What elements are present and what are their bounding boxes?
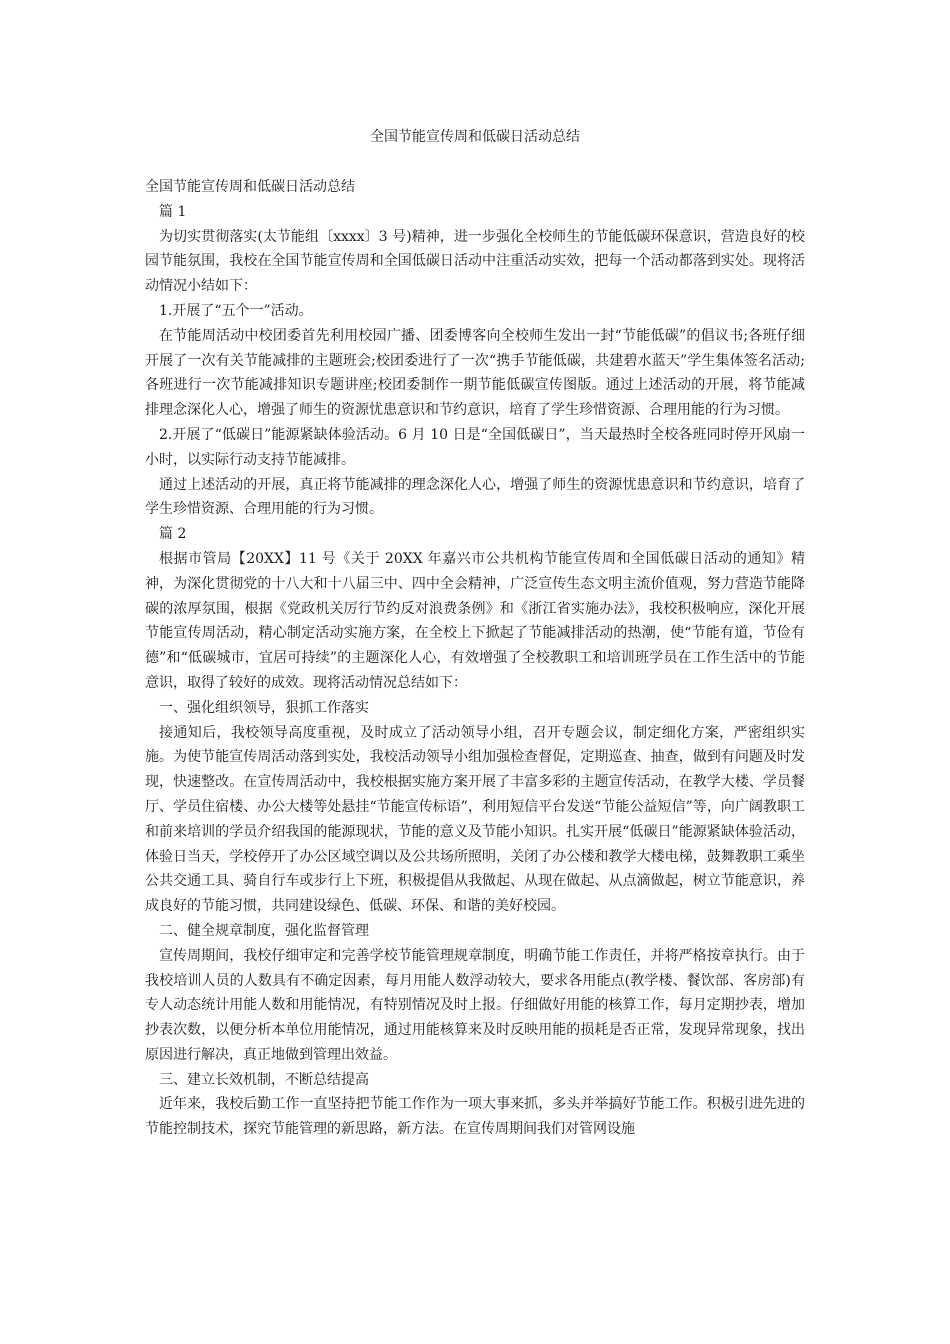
subheading: 二、健全规章制度，强化监督管理 — [159, 922, 369, 939]
paragraph: 2.开展了“低碳日”能源紧缺体验活动。6 月 10 日是“全国低碳日”，当天最热时全校各班同时停开风扇一小时，以实际行动支持节能减排。 — [145, 426, 805, 468]
subheading: 1.开展了“五个一”活动。 — [159, 302, 313, 319]
paragraph: 为切实贯彻落实(太节能组〔xxxx〕3 号)精神，进一步强化全校师生的节能低碳环保意识，营造良好的校园节能氛围，我校在全国节能宣传周和全国低碳日活动中注重活动实效，把每一个活动都落到实处。现将活动情况小结如下： — [145, 228, 805, 295]
document-body — [145, 175, 805, 1142]
paragraph: 宣传周期间，我校仔细审定和完善学校节能管理规章制度，明确节能工作责任，并将严格按章执行。由于我校培训人员的人数具有不确定因素，每月用能人数浮动较大，要求各用能点(教学楼、餐饮部、客房部)有专人动态统计用能人数和用能情况，有特别情况及时上报。仔细做好用能的核算工作，每月定期抄表，增加抄表次数，以便分析本单位用能情况，通过用能核算来及时反映用能的损耗是否正常，发现异常现象，找出原因进行解决，真正地做到管理出效益。 — [145, 947, 805, 1063]
paragraph: 接通知后，我校领导高度重视，及时成立了活动领导小组，召开专题会议，制定细化方案，严密组织实施。为使节能宣传周活动落到实处，我校活动领导小组加强检查督促，定期巡查、抽查，做到有问题及时发现，快速整改。在宣传周活动中，我校根据实施方案开展了丰富多彩的主题宣传活动，在教学大楼、学员餐厅、学员住宿楼、办公大楼等处悬挂“节能宣传标语”，利用短信平台发送“节能公益短信”等，向广阔教职工和前来培训的学员介绍我国的能源现状，节能的意义及节能小知识。扎实开展“低碳日”能源紧缺体验活动，体验日当天，学校停开了办公区域空调以及公共场所照明，关闭了办公楼和教学大楼电梯，鼓舞教职工乘坐公共交通工具、骑自行车或步行上下班，积极提倡从我做起、从现在做起、从点滴做起，树立节能意识，养成良好的节能习惯，共同建设绿色、低碳、环保、和谐的美好校园。 — [145, 724, 805, 915]
paragraph: 根据市管局【20XX】11 号《关于 20XX 年嘉兴市公共机构节能宣传周和全国低碳日活动的通知》精神，为深化贯彻党的十八大和十八届三中、四中全会精神，广泛宣传生态文明主流价值观，努力营造节能降碳的浓厚氛围，根据《党政机关厉行节约反对浪费条例》和《浙江省实施办法》，我校积极响应，深化开展节能宣传周活动，精心制定活动实施方案，在全校上下掀起了节能减排活动的热潮，使“节能有道，节俭有德”和“低碳城市，宜居可持续”的主题深化人心，有效增强了全校教职工和培训班学员在工作生活中的节能意识，取得了较好的成效。现将活动情况总结如下： — [145, 550, 805, 691]
subheading: 一、强化组织领导，狠抓工作落实 — [159, 699, 369, 716]
body-heading: 全国节能宣传周和低碳日活动总结 — [145, 179, 355, 195]
paragraph: 近年来，我校后勤工作一直坚持把节能工作作为一项大事来抓，多头并举搞好节能工作。积极引进先进的节能控制技术，探究节能管理的新思路，新方法。在宣传周期间我们对管网设施 — [145, 1096, 805, 1138]
paragraph: 通过上述活动的开展，真正将节能减排的理念深化人心，增强了师生的资源忧患意识和节约意识，培育了学生珍惜资源、合理用能的行为习惯。 — [145, 476, 805, 518]
subheading: 三、建立长效机制，不断总结提高 — [159, 1071, 369, 1088]
paragraph: 在节能周活动中校团委首先利用校园广播、团委博客向全校师生发出一封“节能低碳”的倡议书;各班仔细开展了一次有关节能减排的主题班会;校团委进行了一次“携手节能低碳，共建碧水蓝天”学生集体签名活动;各班进行一次节能减排知识专题讲座;校团委制作一期节能低碳宣传图版。通过上述活动的开展，将节能减排理念深化人心，增强了师生的资源忧患意识和节约意识，培育了学生珍惜资源、合理用能的行为习惯。 — [145, 327, 805, 419]
section-label-part-2: 篇 2 — [159, 526, 187, 543]
document-title: 全国节能宣传周和低碳日活动总结 — [370, 129, 580, 145]
section-label-part-1: 篇 1 — [159, 203, 187, 220]
